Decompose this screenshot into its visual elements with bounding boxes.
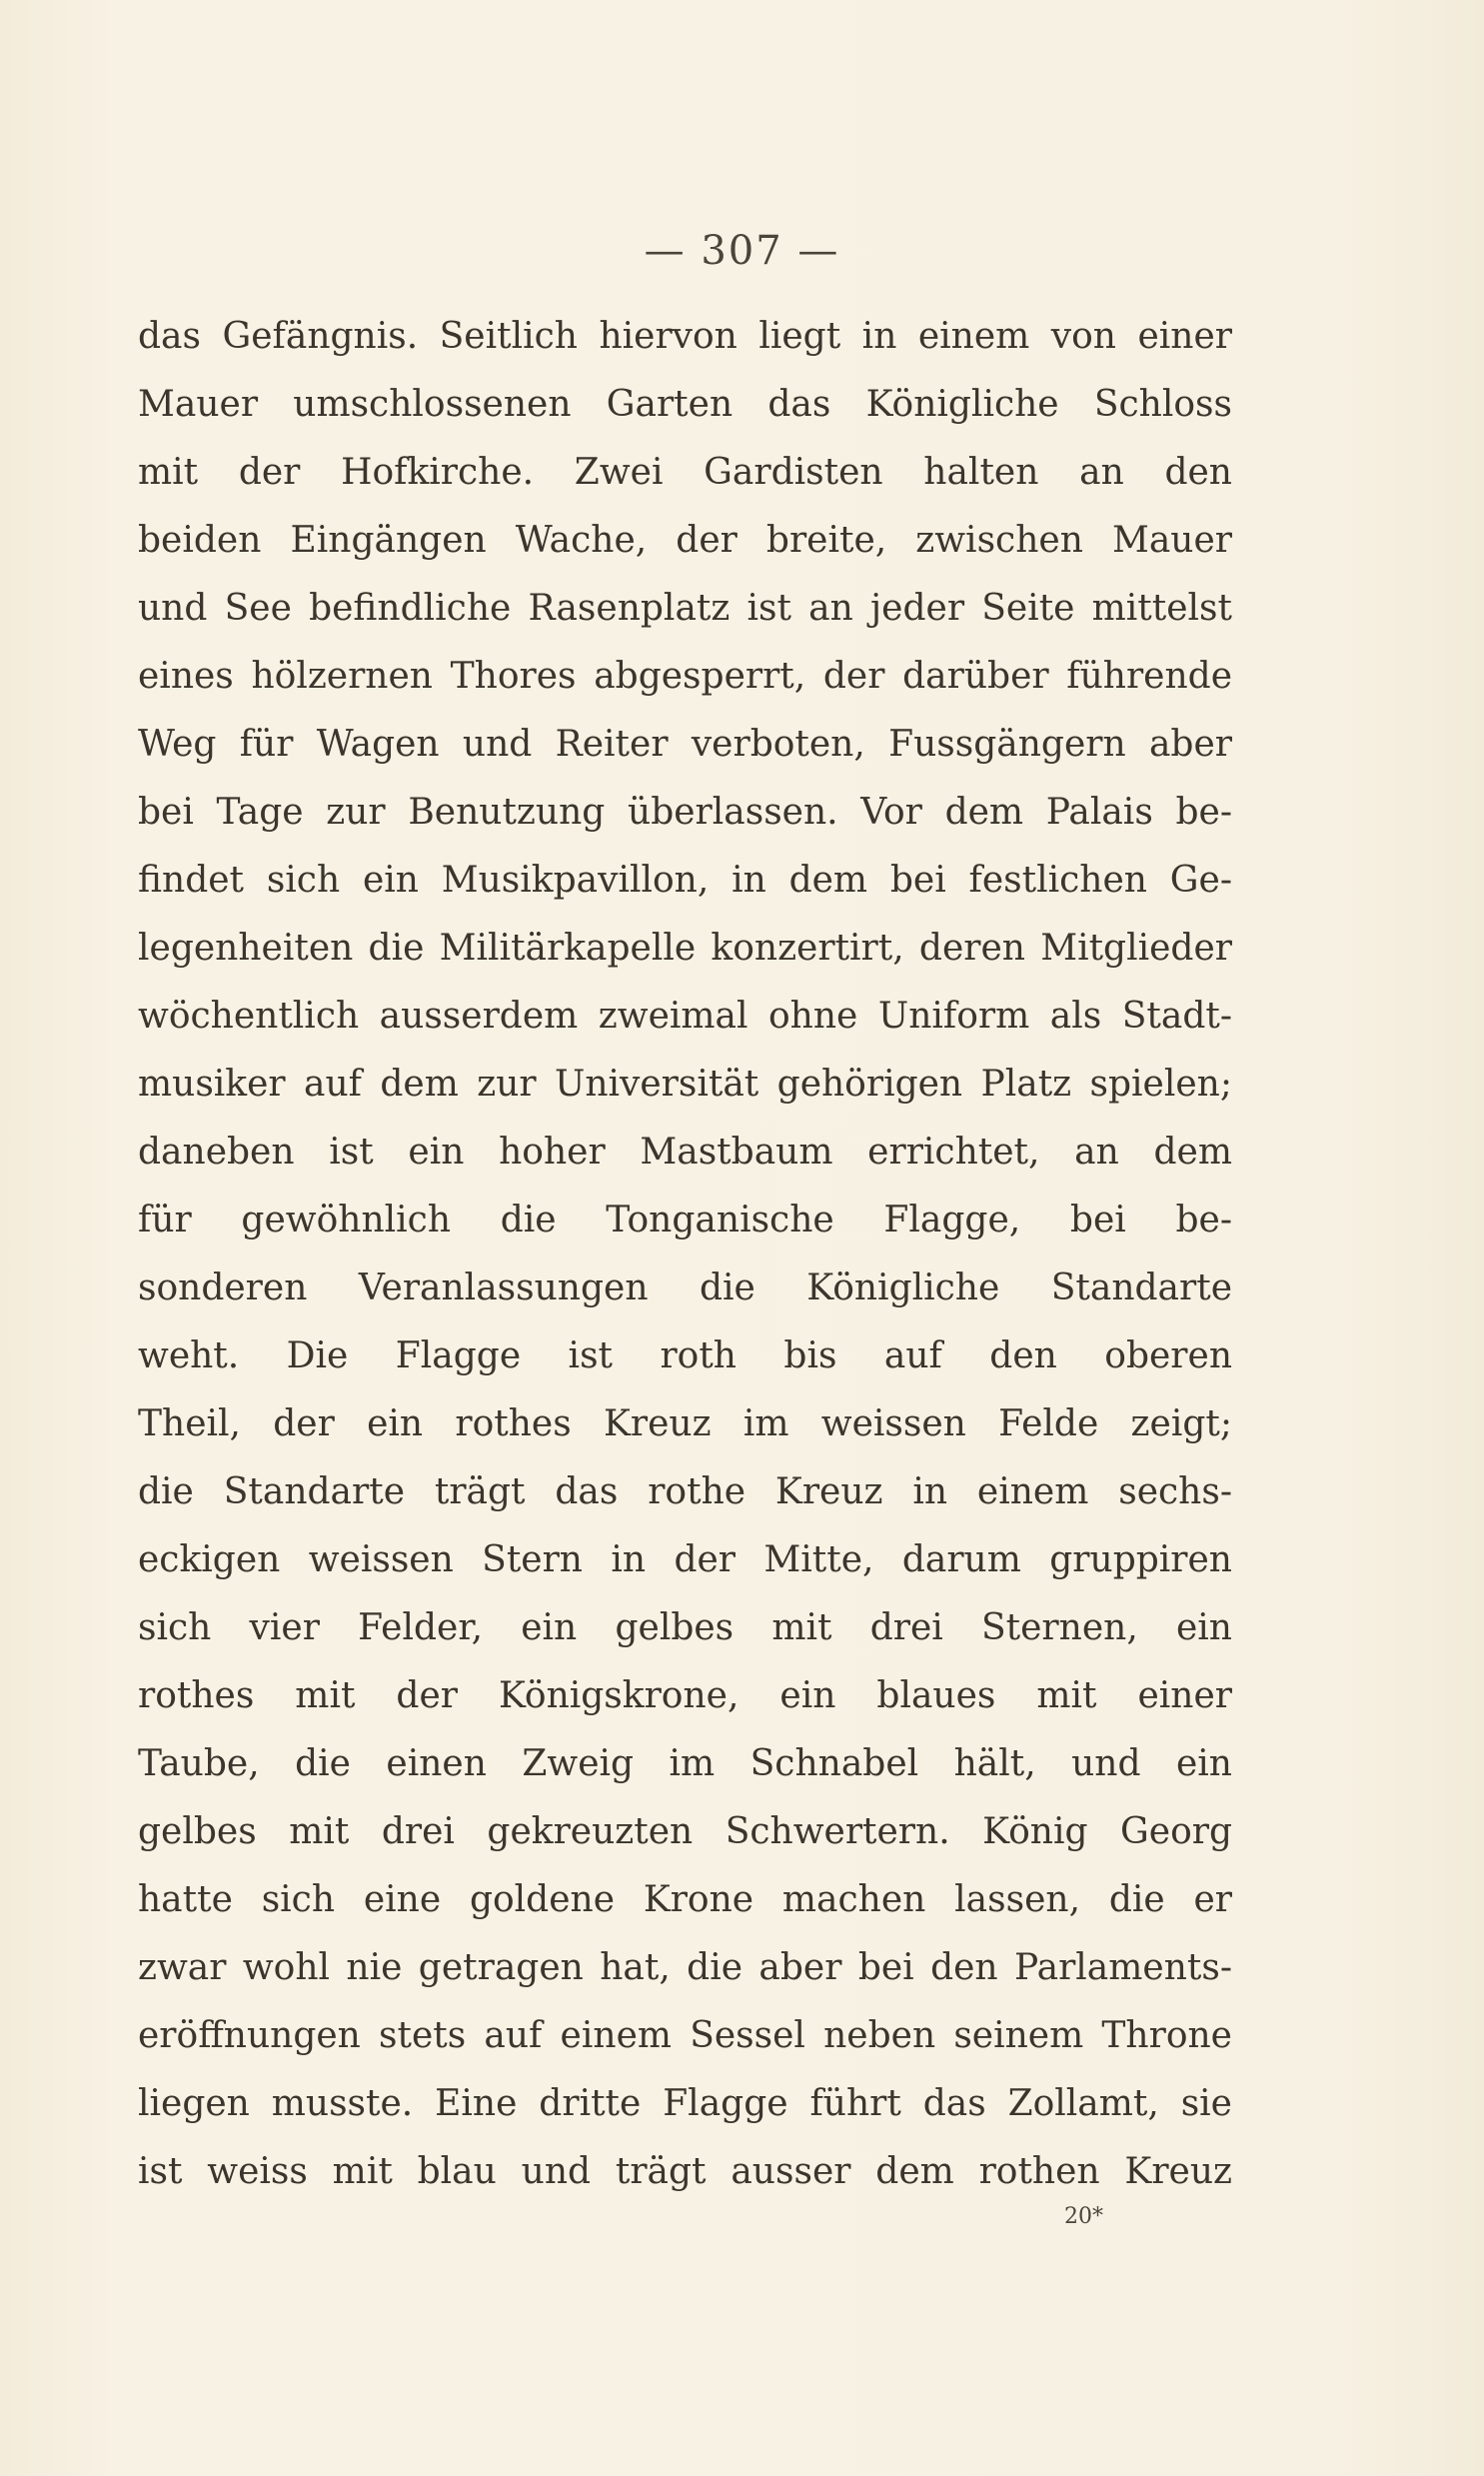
text-line: Taube, die einen Zweig im Schnabel hält, und ein <box>138 1743 1232 1784</box>
text-line: rothes mit der Königskrone, ein blaues mit einer <box>138 1675 1232 1716</box>
text-line: daneben ist ein hoher Mastbaum errichtet, an dem <box>138 1132 1232 1173</box>
printer-signature: 20* <box>1064 2204 1103 2229</box>
text-line: mit der Hofkirche. Zwei Gardisten halten an den <box>138 452 1232 493</box>
text-line: Theil, der ein rothes Kreuz im weissen Felde zeigt; <box>138 1403 1232 1444</box>
text-line: die Standarte trägt das rothe Kreuz in einem sechs- <box>138 1471 1232 1512</box>
text-line: bei Tage zur Benutzung überlassen. Vor dem Palais be- <box>138 792 1232 833</box>
text-line: findet sich ein Musikpavillon, in dem bei festlichen Ge- <box>138 860 1232 901</box>
text-line: ist weiss mit blau und trägt ausser dem rothen Kreuz <box>138 2151 1232 2192</box>
text-line: hatte sich eine goldene Krone machen lassen, die er <box>138 1879 1232 1920</box>
text-line: beiden Eingängen Wache, der breite, zwischen Mauer <box>138 520 1232 561</box>
text-line: für gewöhnlich die Tonganische Flagge, bei be- <box>138 1200 1232 1240</box>
text-line: zwar wohl nie getragen hat, die aber bei den Parlaments- <box>138 1947 1232 1988</box>
text-line: wöchentlich ausserdem zweimal ohne Uniform als Stadt- <box>138 996 1232 1037</box>
text-line: sonderen Veranlassungen die Königliche Standarte <box>138 1267 1232 1308</box>
text-line: eines hölzernen Thores abgesperrt, der darüber führende <box>138 656 1232 697</box>
page-number: — 307 — <box>644 228 840 274</box>
text-line: legenheiten die Militärkapelle konzertirt, deren Mitglieder <box>138 928 1232 969</box>
text-line: eckigen weissen Stern in der Mitte, darum gruppiren <box>138 1539 1232 1580</box>
body-text <box>138 303 1232 2206</box>
text-line: und See befindliche Rasenplatz ist an jeder Seite mittelst <box>138 588 1232 629</box>
text-line: weht. Die Flagge ist roth bis auf den oberen <box>138 1335 1232 1376</box>
text-line: musiker auf dem zur Universität gehörigen Platz spielen; <box>138 1064 1232 1105</box>
text-line: gelbes mit drei gekreuzten Schwertern. König Georg <box>138 1811 1232 1852</box>
text-line: liegen musste. Eine dritte Flagge führt das Zollamt, sie <box>138 2083 1232 2124</box>
text-line: das Gefängnis. Seitlich hiervon liegt in einem von einer <box>138 316 1232 357</box>
text-line: eröffnungen stets auf einem Sessel neben seinem Throne <box>138 2015 1232 2056</box>
text-line: Mauer umschlossenen Garten das Königliche Schloss <box>138 384 1232 425</box>
text-line: Weg für Wagen und Reiter verboten, Fussgängern aber <box>138 724 1232 765</box>
text-line: sich vier Felder, ein gelbes mit drei Sternen, ein <box>138 1607 1232 1648</box>
